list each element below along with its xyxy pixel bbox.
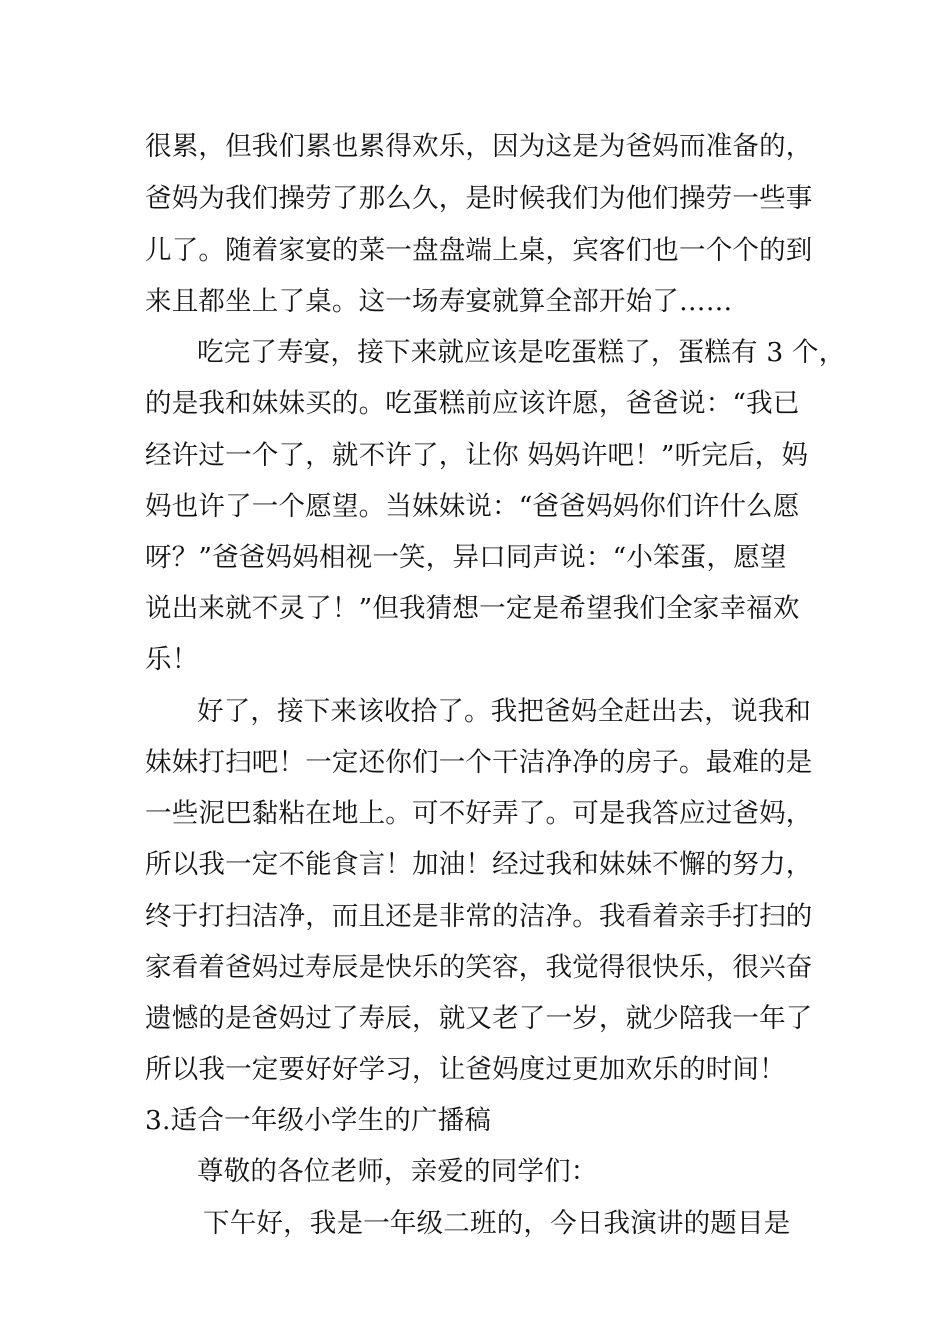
paragraph-line: 爸妈为我们操劳了那么久，是时候我们为他们操劳一些事 [145,183,813,214]
paragraph-line: 终于打扫洁净，而且还是非常的洁净。我看着亲手打扫的 [145,901,813,932]
paragraph-line: 来且都坐上了桌。这一场寿宴就算全部开始了…… [145,286,733,317]
paragraph-line: 说出来就不灵了！”但我猜想一定是希望我们全家幸福欢 [145,593,800,624]
paragraph-line: 经许过一个了，就不许了，让你 妈妈许吧！”听完后，妈 [145,440,809,471]
paragraph-line: 下午好，我是一年级二班的，今日我演讲的题目是 [203,1208,791,1239]
paragraph-line: 妹妹打扫吧！一定还你们一个干洁净净的房子。最难的是 [145,747,813,778]
paragraph-line: 所以我一定要好好学习，让爸妈度过更加欢乐的时间！ [145,1054,786,1085]
paragraph-line: 呀？”爸爸妈妈相视一笑，异口同声说：“小笨蛋，愿望 [145,542,787,573]
paragraph-line: 所以我一定不能食言！加油！经过我和妹妹不懈的努力， [145,849,813,880]
section-heading: 3.适合一年级小学生的广播稿 [145,1105,492,1136]
salutation-line: 尊敬的各位老师，亲爱的同学们： [197,1156,598,1187]
paragraph-line: 一些泥巴黏粘在地上。可不好弄了。可是我答应过爸妈， [145,798,813,829]
paragraph-line: 遗憾的是爸妈过了寿辰，就又老了一岁，就少陪我一年了 [145,1003,813,1034]
paragraph-line: 乐！ [145,644,199,675]
paragraph-line: 吃完了寿宴，接下来就应该是吃蛋糕了，蛋糕有 3 个， [197,337,846,368]
paragraph-line: 儿了。随着家宴的菜一盘盘端上桌，宾客们也一个个的到 [145,235,813,266]
paragraph-line: 很累，但我们累也累得欢乐，因为这是为爸妈而准备的， [145,131,813,162]
paragraph-line: 好了，接下来该收拾了。我把爸妈全赶出去，说我和 [197,696,812,727]
paragraph-line: 的是我和妹妹买的。吃蛋糕前应该许愿，爸爸说：“我已 [145,388,800,419]
paragraph-line: 家看着爸妈过寿辰是快乐的笑容，我觉得很快乐，很兴奋 [145,952,813,983]
paragraph-line: 妈也许了一个愿望。当妹妹说：“爸爸妈妈你们许什么愿 [145,491,800,522]
